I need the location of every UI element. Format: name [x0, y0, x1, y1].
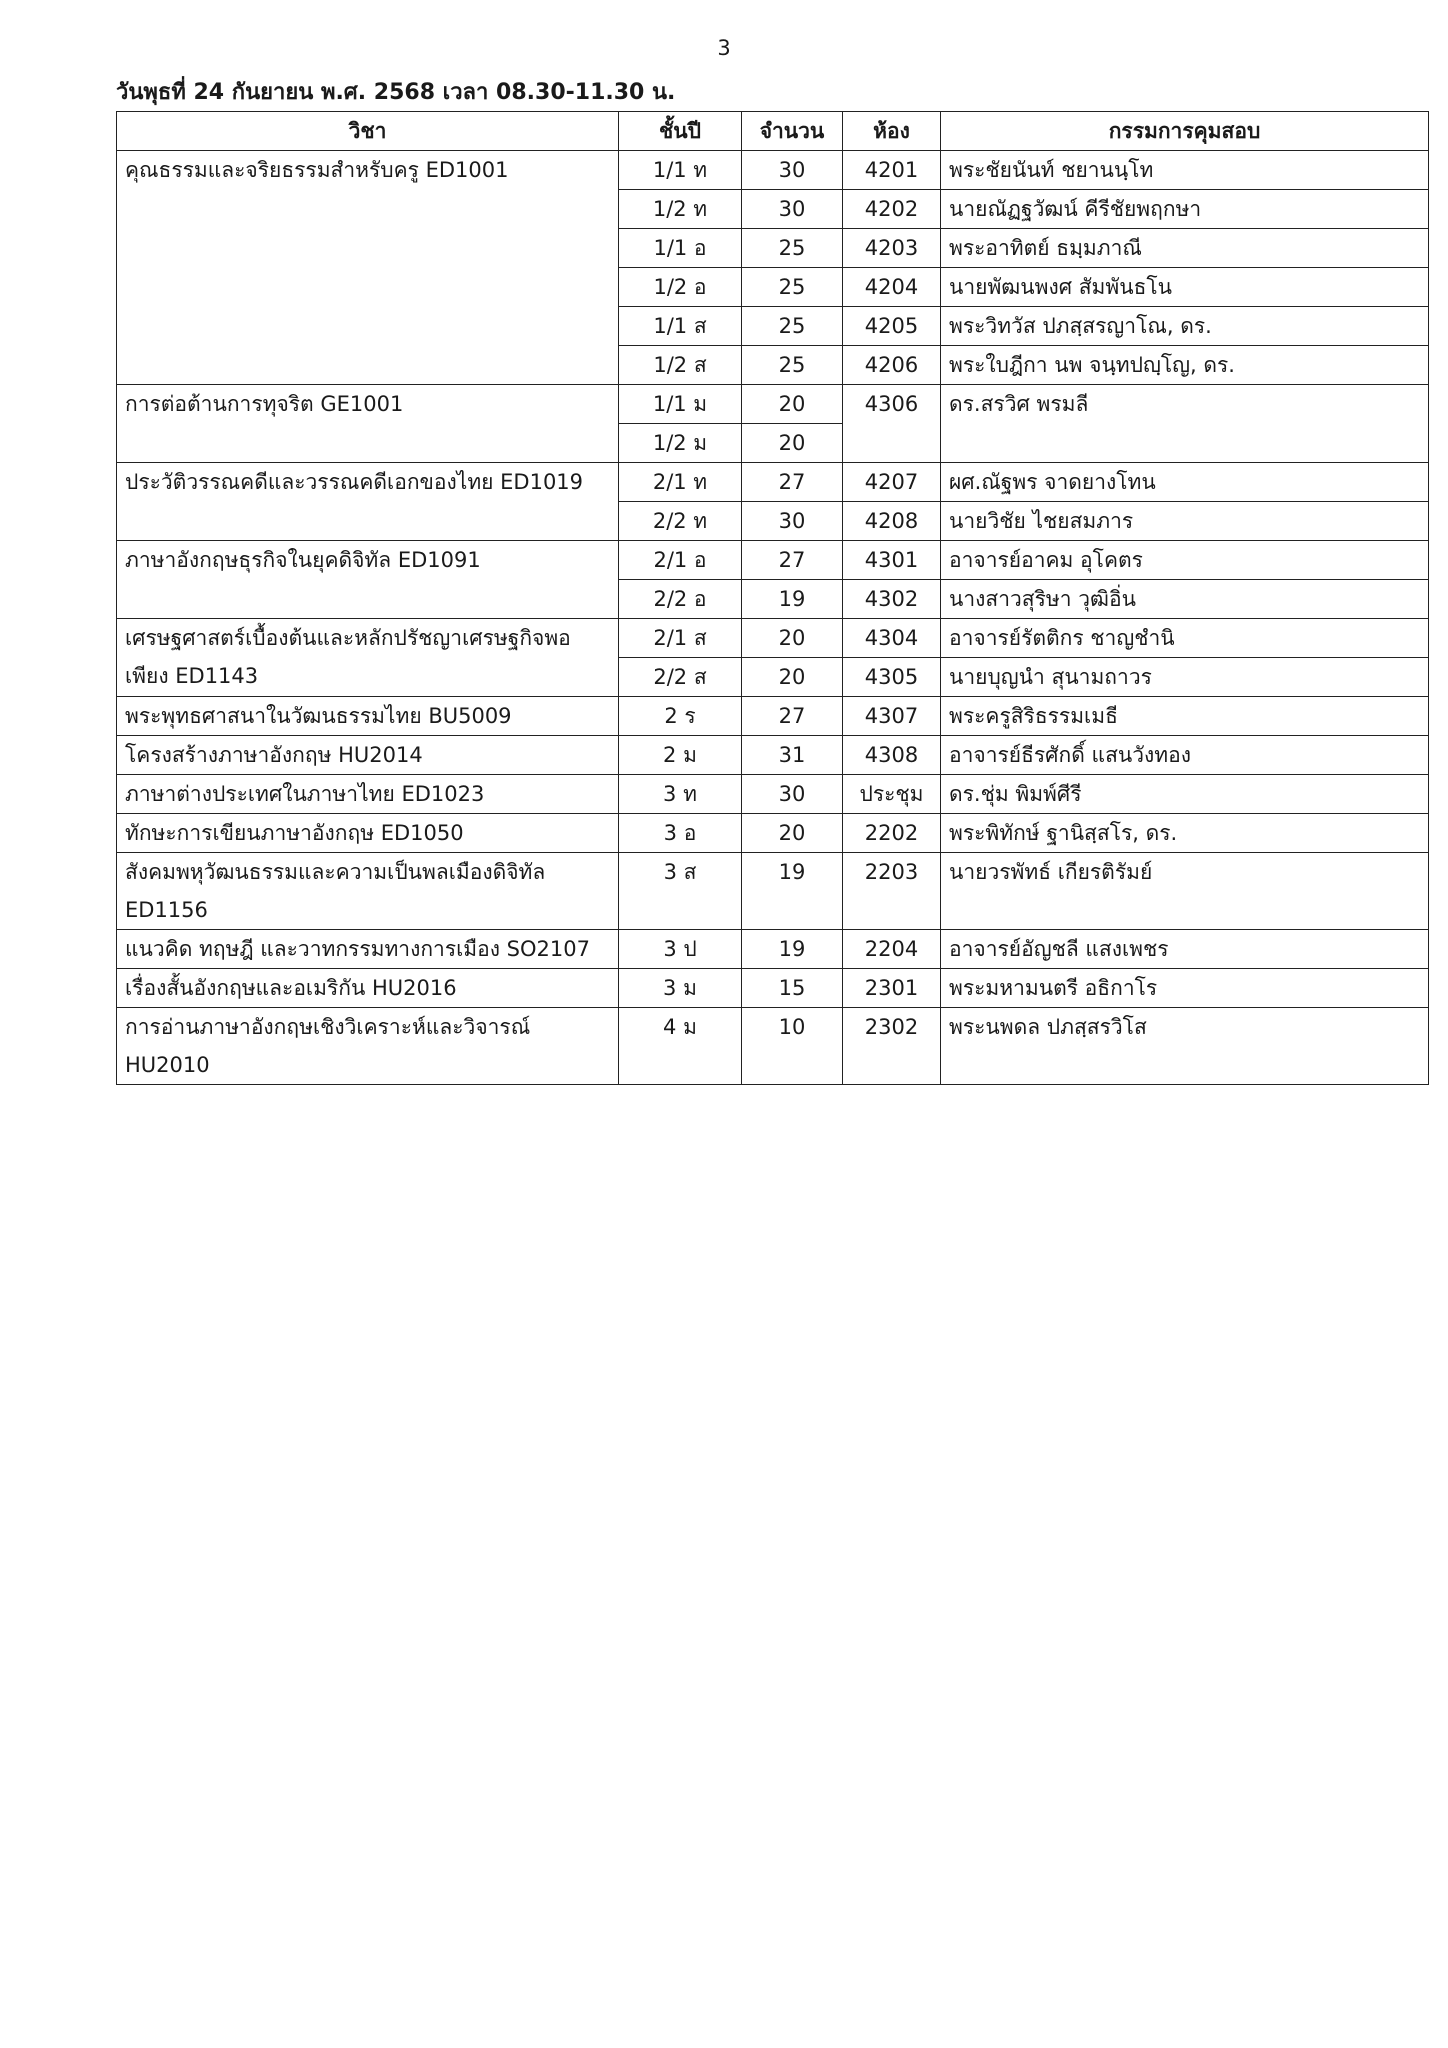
room-cell: 4201	[843, 151, 941, 190]
room-cell: 4205	[843, 307, 941, 346]
year-cell: 1/1 ม	[619, 385, 742, 424]
room-cell: 4204	[843, 268, 941, 307]
proctor-cell: ดร.สรวิศ พรมลี	[941, 385, 1429, 463]
year-cell: 2/2 ส	[619, 658, 742, 697]
year-cell: 2/2 อ	[619, 580, 742, 619]
proctor-cell: นายวิชัย ไชยสมภาร	[941, 502, 1429, 541]
table-header-row	[117, 112, 1429, 151]
count-cell: 20	[742, 385, 843, 424]
subject-cell: ภาษาต่างประเทศในภาษาไทย ED1023	[117, 775, 619, 814]
room-cell: 4207	[843, 463, 941, 502]
count-cell: 15	[742, 969, 843, 1008]
year-cell: 2/1 ท	[619, 463, 742, 502]
subject-cell: โครงสร้างภาษาอังกฤษ HU2014	[117, 736, 619, 775]
subject-cell: แนวคิด ทฤษฎี และวาทกรรมทางการเมือง SO2107	[117, 930, 619, 969]
year-cell: 3 ท	[619, 775, 742, 814]
proctor-cell: นางสาวสุริษา วุฒิอิ่น	[941, 580, 1429, 619]
year-cell: 1/2 ม	[619, 424, 742, 463]
table-row	[117, 463, 1429, 502]
proctor-cell: อาจารย์อัญชลี แสงเพชร	[941, 930, 1429, 969]
count-cell: 19	[742, 930, 843, 969]
room-cell: 4302	[843, 580, 941, 619]
count-cell: 27	[742, 463, 843, 502]
count-cell: 20	[742, 814, 843, 853]
proctor-cell: นายวรพัทธ์ เกียรติรัมย์	[941, 853, 1429, 930]
year-cell: 1/2 ท	[619, 190, 742, 229]
proctor-cell: นายบุญนำ สุนามถาวร	[941, 658, 1429, 697]
room-cell: 2302	[843, 1008, 941, 1085]
count-cell: 27	[742, 541, 843, 580]
year-cell: 1/1 อ	[619, 229, 742, 268]
year-cell: 3 ป	[619, 930, 742, 969]
proctor-cell: อาจารย์ธีรศักดิ์ แสนวังทอง	[941, 736, 1429, 775]
room-cell: 4305	[843, 658, 941, 697]
room-cell: 4304	[843, 619, 941, 658]
proctor-cell: นายพัฒนพงศ สัมพันธโน	[941, 268, 1429, 307]
year-cell: 2 ร	[619, 697, 742, 736]
count-cell: 30	[742, 190, 843, 229]
table-row	[117, 619, 1429, 658]
column-header-room: ห้อง	[843, 112, 941, 151]
proctor-cell: พระพิทักษ์ ฐานิสฺสโร, ดร.	[941, 814, 1429, 853]
subject-cell: การอ่านภาษาอังกฤษเชิงวิเคราะห์และวิจารณ์ HU2010	[117, 1008, 619, 1085]
room-cell: 4208	[843, 502, 941, 541]
count-cell: 25	[742, 229, 843, 268]
room-cell: 4306	[843, 385, 941, 463]
count-cell: 20	[742, 619, 843, 658]
page-number: 3	[717, 36, 731, 60]
count-cell: 25	[742, 268, 843, 307]
column-header-count: จำนวน	[742, 112, 843, 151]
year-cell: 1/1 ส	[619, 307, 742, 346]
room-cell: 4308	[843, 736, 941, 775]
table-row	[117, 969, 1429, 1008]
year-cell: 2/2 ท	[619, 502, 742, 541]
proctor-cell: พระใบฎีกา นพ จนฺทปญฺโญ, ดร.	[941, 346, 1429, 385]
column-header-proctor: กรรมการคุมสอบ	[941, 112, 1429, 151]
year-cell: 1/2 อ	[619, 268, 742, 307]
table-row	[117, 541, 1429, 580]
count-cell: 31	[742, 736, 843, 775]
room-cell: 2301	[843, 969, 941, 1008]
count-cell: 19	[742, 853, 843, 930]
year-cell: 2 ม	[619, 736, 742, 775]
table-row	[117, 385, 1429, 424]
column-header-year: ชั้นปี	[619, 112, 742, 151]
table-body	[117, 151, 1429, 1085]
proctor-cell: พระครูสิริธรรมเมธี	[941, 697, 1429, 736]
room-cell: 4307	[843, 697, 941, 736]
count-cell: 27	[742, 697, 843, 736]
count-cell: 25	[742, 307, 843, 346]
room-cell: 2202	[843, 814, 941, 853]
subject-cell: สังคมพหุวัฒนธรรมและความเป็นพลเมืองดิจิทัล ED1156	[117, 853, 619, 930]
year-cell: 1/2 ส	[619, 346, 742, 385]
room-cell: ประชุม	[843, 775, 941, 814]
subject-cell: ภาษาอังกฤษธุรกิจในยุคดิจิทัล ED1091	[117, 541, 619, 619]
proctor-cell: ดร.ชุ่ม พิมพ์ศีรี	[941, 775, 1429, 814]
table-row	[117, 775, 1429, 814]
proctor-cell: พระชัยนันท์ ชยานนฺโท	[941, 151, 1429, 190]
proctor-cell: อาจารย์รัตติกร ชาญชำนิ	[941, 619, 1429, 658]
subject-cell: เรื่องสั้นอังกฤษและอเมริกัน HU2016	[117, 969, 619, 1008]
proctor-cell: พระอาทิตย์ ธมฺมภาณี	[941, 229, 1429, 268]
table-row	[117, 853, 1429, 930]
year-cell: 3 อ	[619, 814, 742, 853]
subject-cell: พระพุทธศาสนาในวัฒนธรรมไทย BU5009	[117, 697, 619, 736]
count-cell: 30	[742, 775, 843, 814]
count-cell: 30	[742, 502, 843, 541]
table-row	[117, 151, 1429, 190]
table-row	[117, 1008, 1429, 1085]
column-header-subject: วิชา	[117, 112, 619, 151]
subject-cell: ประวัติวรรณคดีและวรรณคดีเอกของไทย ED1019	[117, 463, 619, 541]
year-cell: 3 ส	[619, 853, 742, 930]
room-cell: 2203	[843, 853, 941, 930]
room-cell: 4203	[843, 229, 941, 268]
subject-cell: ทักษะการเขียนภาษาอังกฤษ ED1050	[117, 814, 619, 853]
count-cell: 20	[742, 658, 843, 697]
year-cell: 3 ม	[619, 969, 742, 1008]
proctor-cell: ผศ.ณัฐพร จาดยางโทน	[941, 463, 1429, 502]
year-cell: 2/1 ส	[619, 619, 742, 658]
room-cell: 4301	[843, 541, 941, 580]
count-cell: 19	[742, 580, 843, 619]
proctor-cell: นายณัฏฐวัฒน์ คีรีชัยพฤกษา	[941, 190, 1429, 229]
proctor-cell: พระนพดล ปภสฺสรวิโส	[941, 1008, 1429, 1085]
table-row	[117, 814, 1429, 853]
table-row	[117, 697, 1429, 736]
subject-cell: เศรษฐศาสตร์เบื้องต้นและหลักปรัชญาเศรษฐกิจพอเพียง ED1143	[117, 619, 619, 697]
room-cell: 2204	[843, 930, 941, 969]
subject-cell: การต่อต้านการทุจริต GE1001	[117, 385, 619, 463]
proctor-cell: พระมหามนตรี อธิกาโร	[941, 969, 1429, 1008]
count-cell: 20	[742, 424, 843, 463]
table-row	[117, 736, 1429, 775]
room-cell: 4202	[843, 190, 941, 229]
proctor-cell: พระวิทวัส ปภสฺสรญาโณ, ดร.	[941, 307, 1429, 346]
year-cell: 2/1 อ	[619, 541, 742, 580]
exam-schedule-table	[116, 111, 1429, 1085]
year-cell: 4 ม	[619, 1008, 742, 1085]
year-cell: 1/1 ท	[619, 151, 742, 190]
table-row	[117, 930, 1429, 969]
room-cell: 4206	[843, 346, 941, 385]
subject-cell: คุณธรรมและจริยธรรมสำหรับครู ED1001	[117, 151, 619, 385]
schedule-heading: วันพุธที่ 24 กันยายน พ.ศ. 2568 เวลา 08.30-11.30 น.	[116, 80, 676, 105]
count-cell: 25	[742, 346, 843, 385]
count-cell: 30	[742, 151, 843, 190]
count-cell: 10	[742, 1008, 843, 1085]
proctor-cell: อาจารย์อาคม อุโคตร	[941, 541, 1429, 580]
